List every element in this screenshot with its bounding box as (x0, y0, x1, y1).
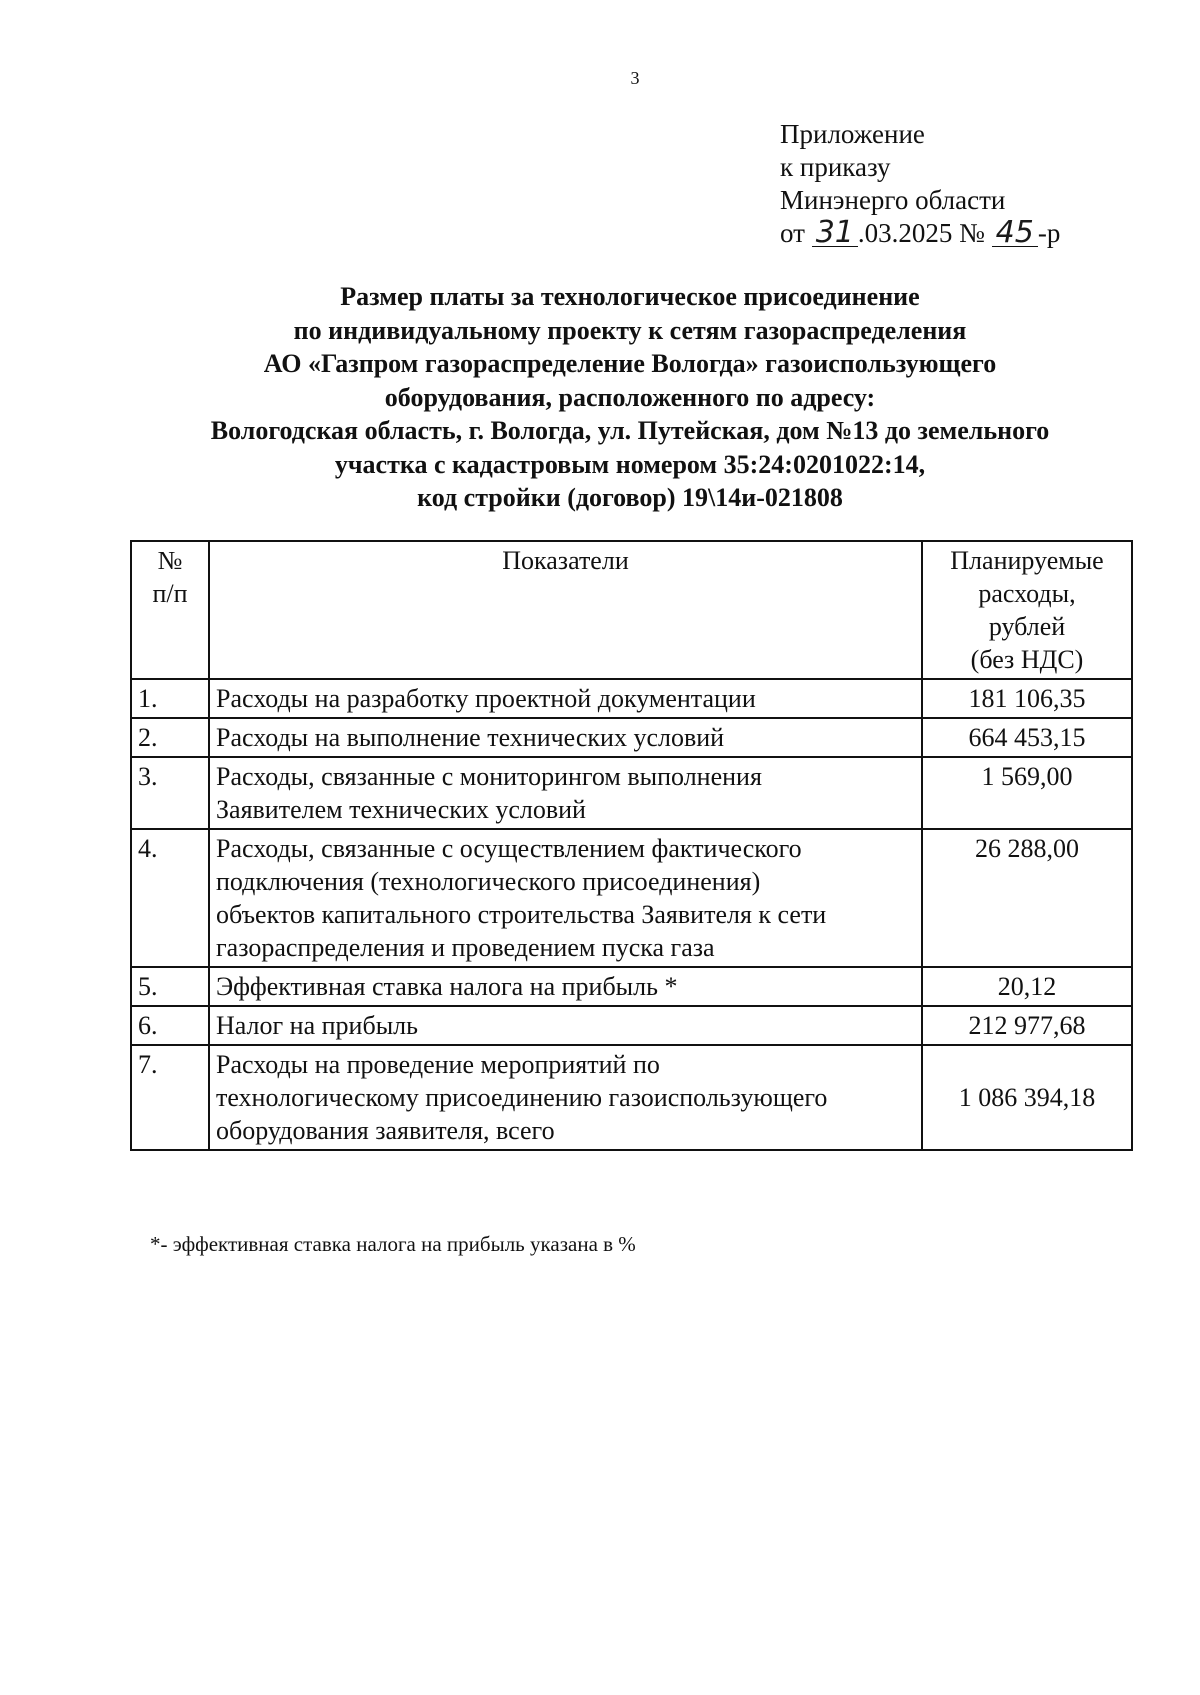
row-num: 1. (131, 679, 209, 718)
row-value: 1 569,00 (922, 757, 1132, 829)
row-indicator (209, 829, 922, 967)
row-indicator-line: Налог на прибыль (216, 1011, 418, 1040)
header-indicator: Показатели (209, 541, 922, 679)
order-suffix: -р (1037, 218, 1061, 248)
row-num: 4. (131, 829, 209, 967)
row-indicator (209, 967, 922, 1006)
title-line: Вологодская область, г. Вологда, ул. Путейская, дом №13 до земельного (210, 416, 1050, 445)
title-line: АО «Газпром газораспределение Вологда» газоиспользующего (263, 349, 997, 378)
page-number: 3 (630, 68, 640, 88)
row-indicator-line: Расходы, связанные с мониторингом выполнения (216, 762, 762, 791)
table-header-row (131, 541, 1132, 679)
date-prefix: от (780, 218, 805, 248)
handwritten-day: 31 (812, 220, 858, 247)
title-line: код стройки (договор) 19\14и-021808 (417, 483, 843, 512)
row-indicator (209, 1006, 922, 1045)
row-indicator-line: оборудования заявителя, всего (216, 1116, 555, 1145)
row-num: 3. (131, 757, 209, 829)
table-row (131, 829, 1132, 967)
costs-table (130, 540, 1133, 1151)
table-row (131, 757, 1132, 829)
header-num-line: п/п (152, 579, 188, 608)
row-num: 6. (131, 1006, 209, 1045)
title-line: оборудования, расположенного по адресу: (384, 382, 876, 412)
title-line: Размер платы за технологическое присоединение (340, 282, 920, 311)
date-rest: .03.2025 № (857, 218, 985, 248)
table-row (131, 1006, 1132, 1045)
table-row (131, 679, 1132, 718)
title-line: по индивидуальному проекту к сетям газораспределения (293, 315, 967, 345)
appendix-line: Минэнерго области (780, 185, 1006, 215)
appendix-block (780, 118, 1060, 250)
header-num (131, 541, 209, 679)
document-title (150, 280, 1110, 515)
row-value: 26 288,00 (922, 829, 1132, 967)
header-value (922, 541, 1132, 679)
handwritten-order-number: 45 (992, 220, 1038, 247)
appendix-line: к приказу (780, 152, 891, 182)
row-num: 7. (131, 1045, 209, 1150)
appendix-line: Приложение (780, 119, 925, 149)
row-indicator (209, 757, 922, 829)
row-indicator-line: Расходы на разработку проектной документации (216, 684, 756, 713)
row-indicator-line: Заявителем технических условий (216, 795, 586, 824)
table-row (131, 718, 1132, 757)
row-value: 212 977,68 (922, 1006, 1132, 1045)
row-num: 2. (131, 718, 209, 757)
header-value-line: (без НДС) (970, 645, 1084, 674)
order-date-line (780, 217, 1060, 250)
row-indicator-line: Расходы на выполнение технических условий (216, 723, 725, 752)
row-value: 20,12 (922, 967, 1132, 1006)
footnote: *- эффективная ставка налога на прибыль указана в % (150, 1232, 636, 1256)
header-num-line: № (157, 546, 183, 575)
header-value-line: расходы, (978, 579, 1076, 608)
row-num: 5. (131, 967, 209, 1006)
table-row (131, 1045, 1132, 1150)
row-value: 1 086 394,18 (922, 1045, 1132, 1150)
row-indicator-line: Эффективная ставка налога на прибыль * (216, 972, 678, 1001)
title-line: участка с кадастровым номером 35:24:0201022:14, (334, 449, 926, 479)
row-indicator (209, 718, 922, 757)
row-value: 664 453,15 (922, 718, 1132, 757)
row-indicator-line: Расходы на проведение мероприятий по (216, 1050, 660, 1079)
row-indicator (209, 679, 922, 718)
header-value-line: рублей (988, 612, 1066, 641)
row-indicator-line: подключения (технологического присоединения) (216, 867, 761, 896)
row-indicator-line: Расходы, связанные с осуществлением фактического (216, 834, 802, 863)
row-indicator-line: объектов капитального строительства Заявителя к сети (216, 900, 827, 929)
header-value-line: Планируемые (950, 546, 1104, 575)
row-indicator-line: газораспределения и проведением пуска газа (216, 933, 715, 962)
row-value: 181 106,35 (922, 679, 1132, 718)
row-indicator-line: технологическому присоединению газоиспользующего (216, 1083, 828, 1112)
table-row (131, 967, 1132, 1006)
row-indicator (209, 1045, 922, 1150)
